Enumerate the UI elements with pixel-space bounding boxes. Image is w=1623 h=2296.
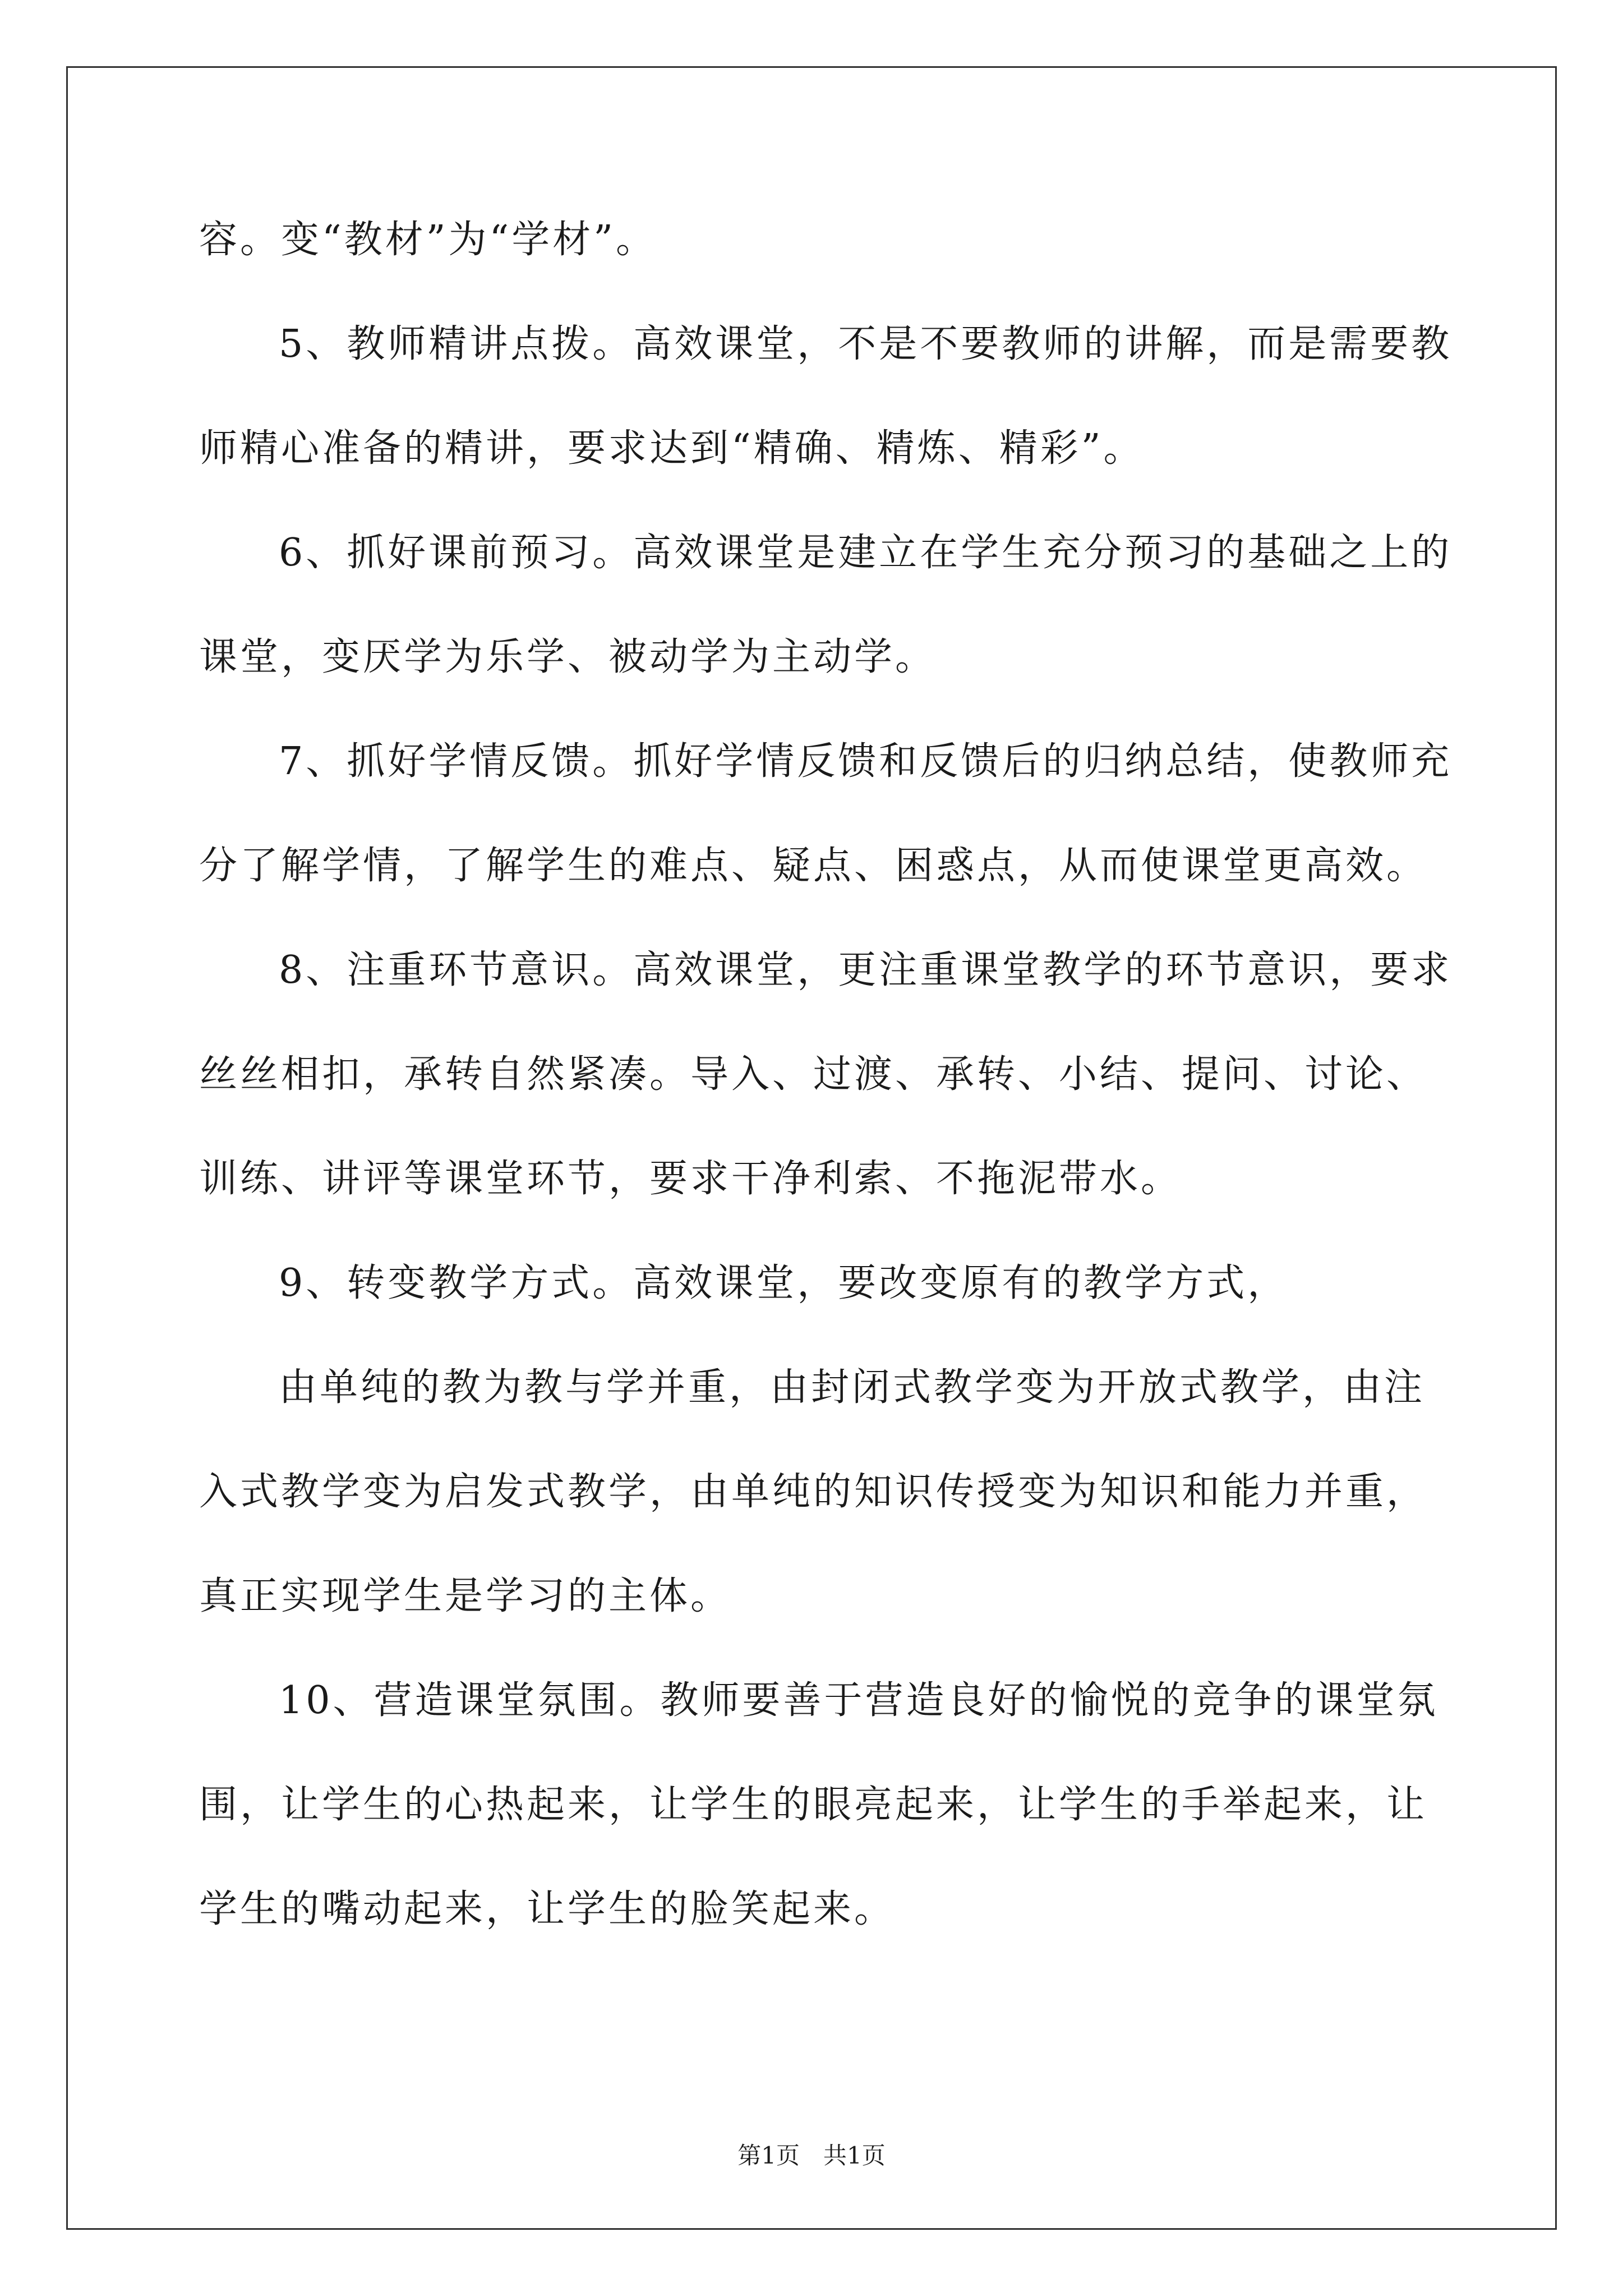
text-line: 9、转变教学方式。高效课堂，要改变原有的教学方式，	[279, 1261, 1289, 1305]
text-line: 6、抓好课前预习。高效课堂是建立在学生充分预习的基础之上的	[279, 531, 1453, 575]
text-line: 训练、讲评等课堂环节，要求干净利索、不拖泥带水。	[199, 1157, 1182, 1201]
text-line: 7、抓好学情反馈。抓好学情反馈和反馈后的归纳总结，使教师充	[279, 739, 1453, 784]
text-line: 学生的嘴动起来，让学生的脸笑起来。	[199, 1887, 896, 1931]
text-line: 分了解学情，了解学生的难点、疑点、困惑点，从而使课堂更高效。	[199, 844, 1428, 888]
text-line: 入式教学变为启发式教学，由单纯的知识传授变为知识和能力并重，	[199, 1470, 1428, 1514]
text-line: 10、营造课堂氛围。教师要善于营造良好的愉悦的竞争的课堂氛	[279, 1678, 1438, 1723]
text-line: 真正实现学生是学习的主体。	[199, 1574, 732, 1618]
text-line: 由单纯的教为教与学并重，由封闭式教学变为开放式教学，由注	[279, 1365, 1426, 1410]
text-line: 课堂，变厌学为乐学、被动学为主动学。	[199, 635, 937, 679]
text-line: 8、注重环节意识。高效课堂，更注重课堂教学的环节意识，要求	[279, 948, 1453, 992]
page-number: 第1页 共1页	[737, 2142, 886, 2169]
text-line: 师精心准备的精讲，要求达到“精确、精炼、精彩”。	[199, 426, 1145, 471]
text-line: 5、教师精讲点拨。高效课堂，不是不要教师的讲解，而是需要教	[279, 322, 1453, 366]
text-line: 丝丝相扣，承转自然紧凑。导入、过渡、承转、小结、提问、讨论、	[199, 1052, 1428, 1097]
text-line: 围，让学生的心热起来，让学生的眼亮起来，让学生的手举起来，让	[199, 1783, 1428, 1827]
text-line: 容。变“教材”为“学材”。	[199, 218, 657, 262]
